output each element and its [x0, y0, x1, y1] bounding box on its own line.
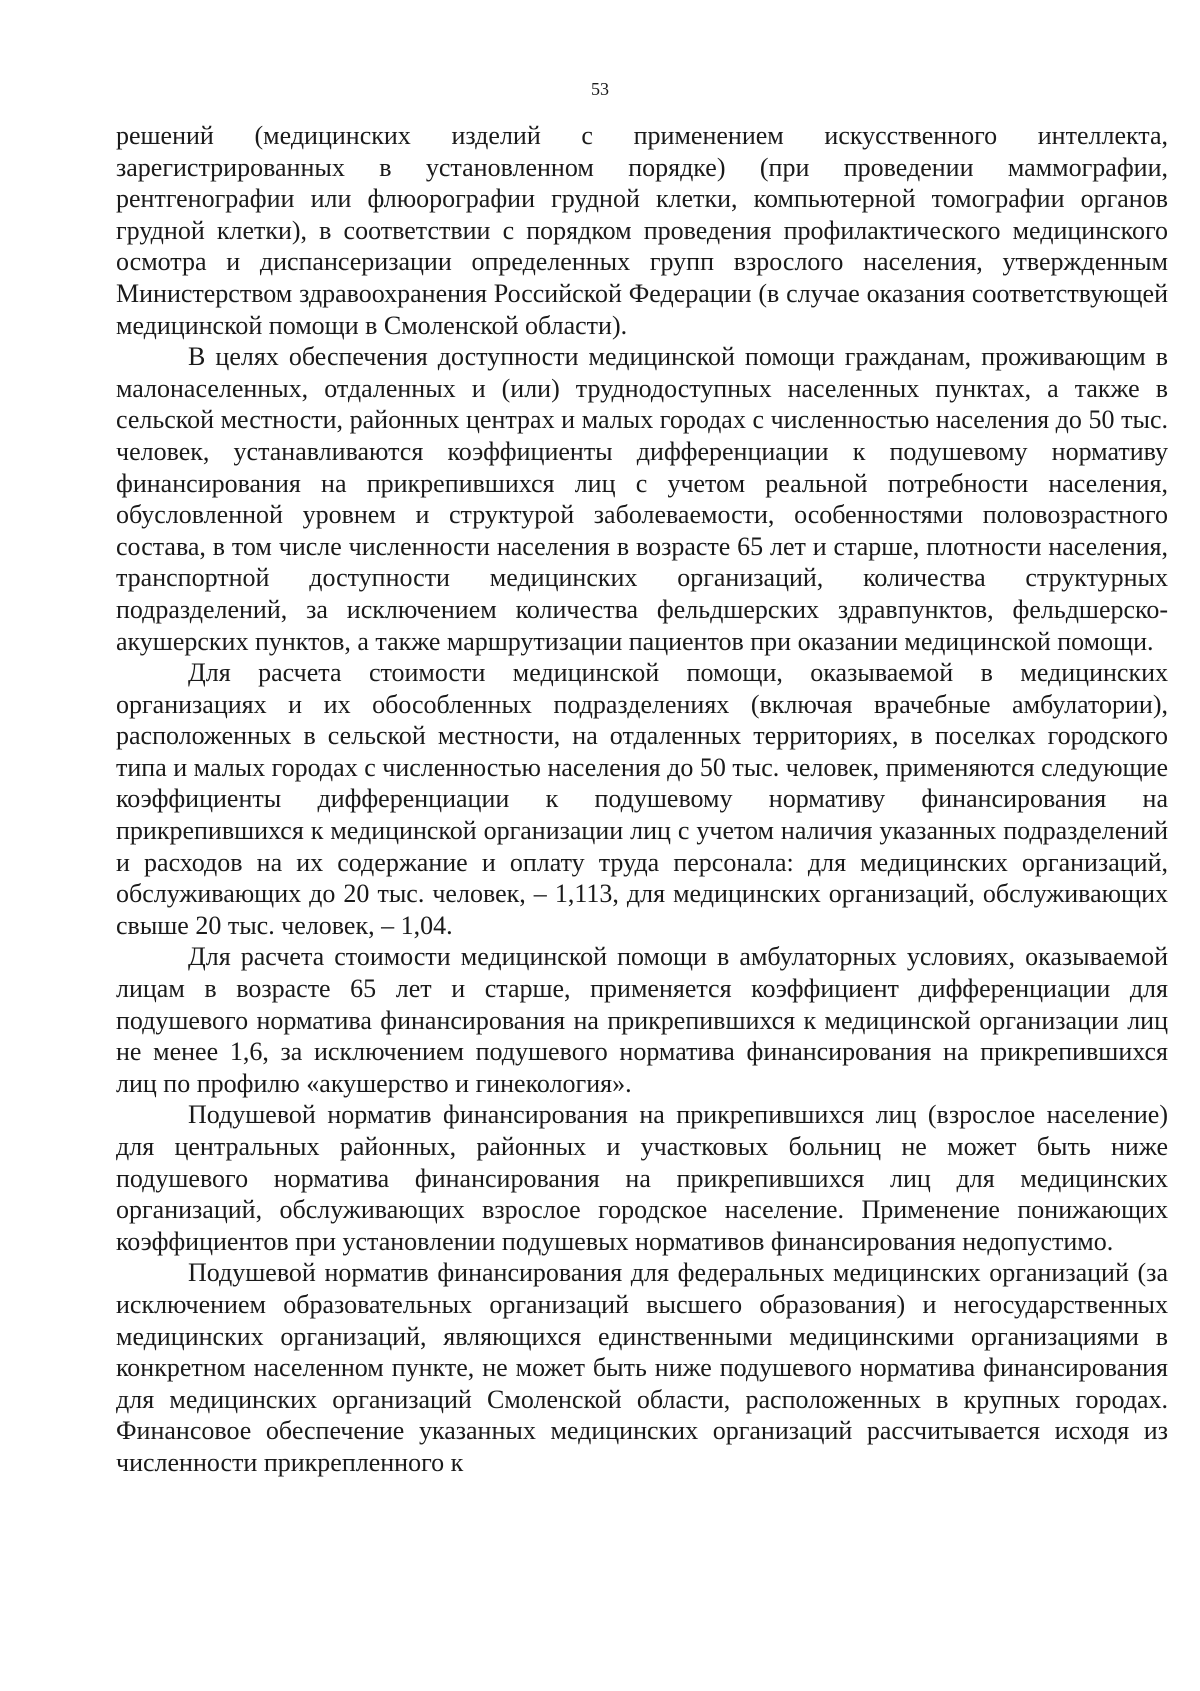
paragraph-district-hospitals: Подушевой норматив финансирования на прикрепившихся лиц (взрослое население) для центральных районных, районных и участковых больниц не может быть ниже подушевого норматива финансирования на прикрепившихся лиц для медицинских организаций, обслуживающих взрослое городское население. Применение понижающих коэффициентов при установлении подушевых нормативов финансирования недопустимо. [116, 1100, 1168, 1256]
paragraph-rural-coefficients: Для расчета стоимости медицинской помощи, оказываемой в медицинских организациях и их обособленных подразделениях (включая врачебные амбулатории), расположенных в сельской местности, на отдаленных территориях, в поселках городского типа и малых городах с численностью населения до 50 тыс. человек, применяются следующие коэффициенты дифференциации к подушевому нормативу финансирования на прикрепившихся к медицинской организации лиц с учетом наличия указанных подразделений и расходов на их содержание и оплату труда персонала: для медицинских организаций, обслуживающих до 20 тыс. человек, – 1,113, для медицинских организаций, обслуживающих свыше 20 тыс. человек, – 1,04. [116, 658, 1168, 940]
document-body [116, 120, 1168, 1479]
paragraph-elderly-coefficient: Для расчета стоимости медицинской помощи в амбулаторных условиях, оказываемой лицам в возрасте 65 лет и старше, применяется коэффициент дифференциации для подушевого норматива финансирования на прикрепившихся к медицинской организации лиц не менее 1,6, за исключением подушевого норматива финансирования на прикрепившихся лиц по профилю «акушерство и гинекология». [116, 942, 1168, 1098]
paragraph-continuation: решений (медицинских изделий с применением искусственного интеллекта, зарегистрированных в установленном порядке) (при проведении маммографии, рентгенографии или флюорографии грудной клетки, компьютерной томографии органов грудной клетки), в соответствии с порядком проведения профилактического медицинского осмотра и диспансеризации определенных групп взрослого населения, утвержденным Министерством здравоохранения Российской Федерации (в случае оказания соответствующей медицинской помощи в Смоленской области). [116, 121, 1168, 340]
page-number: 53 [591, 79, 609, 99]
paragraph-federal-organizations: Подушевой норматив финансирования для федеральных медицинских организаций (за исключением образовательных организаций высшего образования) и негосударственных медицинских организаций, являющихся единственными медицинскими организациями в конкретном населенном пункте, не может быть ниже подушевого норматива финансирования для медицинских организаций Смоленской области, расположенных в крупных городах. Финансовое обеспечение указанных медицинских организаций рассчитывается исходя из численности прикрепленного к [116, 1258, 1168, 1477]
paragraph-accessibility-coefficients: В целях обеспечения доступности медицинской помощи гражданам, проживающим в малонаселенных, отдаленных и (или) труднодоступных населенных пунктах, а также в сельской местности, районных центрах и малых городах с численностью населения до 50 тыс. человек, устанавливаются коэффициенты дифференциации к подушевому нормативу финансирования на прикрепившихся лиц с учетом реальной потребности населения, обусловленной уровнем и структурой заболеваемости, особенностями половозрастного состава, в том числе численности населения в возрасте 65 лет и старше, плотности населения, транспортной доступности медицинских организаций, количества структурных подразделений, за исключением количества фельдшерских здравпунктов, фельдшерско-акушерских пунктов, а также маршрутизации пациентов при оказании медицинской помощи. [116, 342, 1168, 656]
